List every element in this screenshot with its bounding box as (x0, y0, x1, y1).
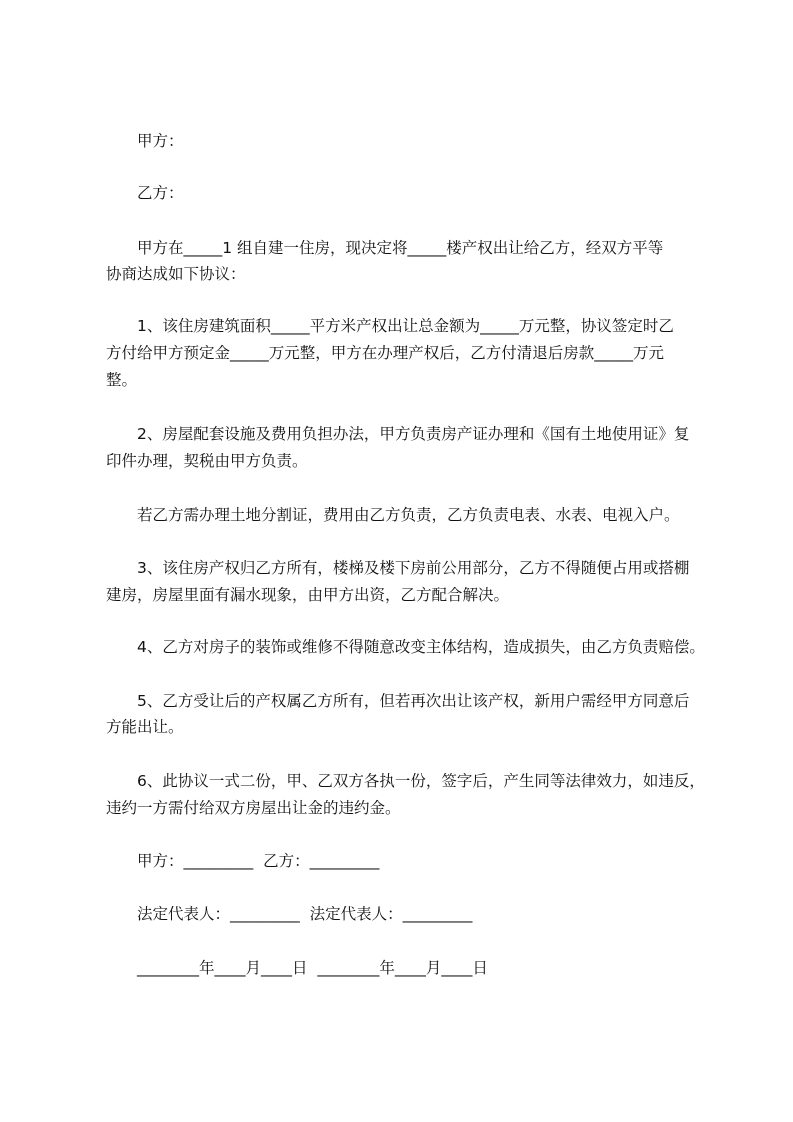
intro-line-2: 协商达成如下协议： (106, 265, 246, 283)
clause-6-line-2: 违约一方需付给双方房屋出让金的违约金。 (106, 799, 401, 817)
party-b-label: 乙方： (137, 184, 184, 202)
clause-5-line-1: 5、乙方受让后的产权属乙方所有，但若再次出让该产权，新用户需经甲方同意后 (137, 692, 690, 710)
clause-6-line-1: 6、此协议一式二份，甲、乙双方各执一份，签字后，产生同等法律效力，如违反， (137, 772, 705, 790)
clause-3-line-1: 3、该住房产权归乙方所有，楼梯及楼下房前公用部分，乙方不得随便占用或搭棚 (137, 559, 690, 577)
signature-representatives: 法定代表人：_________ 法定代表人：_________ (137, 905, 473, 923)
party-a-label: 甲方： (137, 132, 184, 150)
clause-3-line-2: 建房，房屋里面有漏水现象，由甲方出资，乙方配合解决。 (106, 586, 510, 604)
clause-4-line-1: 4、乙方对房子的装饰或维修不得随意改变主体结构，造成损失，由乙方负责赔偿。 (137, 638, 705, 656)
clause-2b-line-1: 若乙方需办理土地分割证，费用由乙方负责，乙方负责电表、水表、电视入户。 (137, 506, 680, 524)
clause-2-line-2: 印件办理，契税由甲方负责。 (106, 452, 308, 470)
clause-2-line-1: 2、房屋配套设施及费用负担办法，甲方负责房产证办理和《国有土地使用证》复 (137, 425, 690, 443)
signature-parties: 甲方：_________ 乙方：_________ (137, 852, 380, 870)
clause-1-line-3: 整。 (106, 371, 138, 389)
clause-5-line-2: 方能出让。 (106, 718, 184, 736)
clause-1-line-1: 1、该住房建筑面积_____平方米产权出让总金额为_____万元整，协议签定时乙 (137, 317, 674, 335)
intro-line-1: 甲方在_____1 组自建一住房，现决定将_____楼产权出让给乙方，经双方平等 (137, 239, 664, 257)
signature-dates: ________年____月____日 ________年____月____日 (137, 959, 488, 977)
clause-1-line-2: 方付给甲方预定金_____万元整，甲方在办理产权后，乙方付清退后房款_____万元 (106, 344, 665, 362)
